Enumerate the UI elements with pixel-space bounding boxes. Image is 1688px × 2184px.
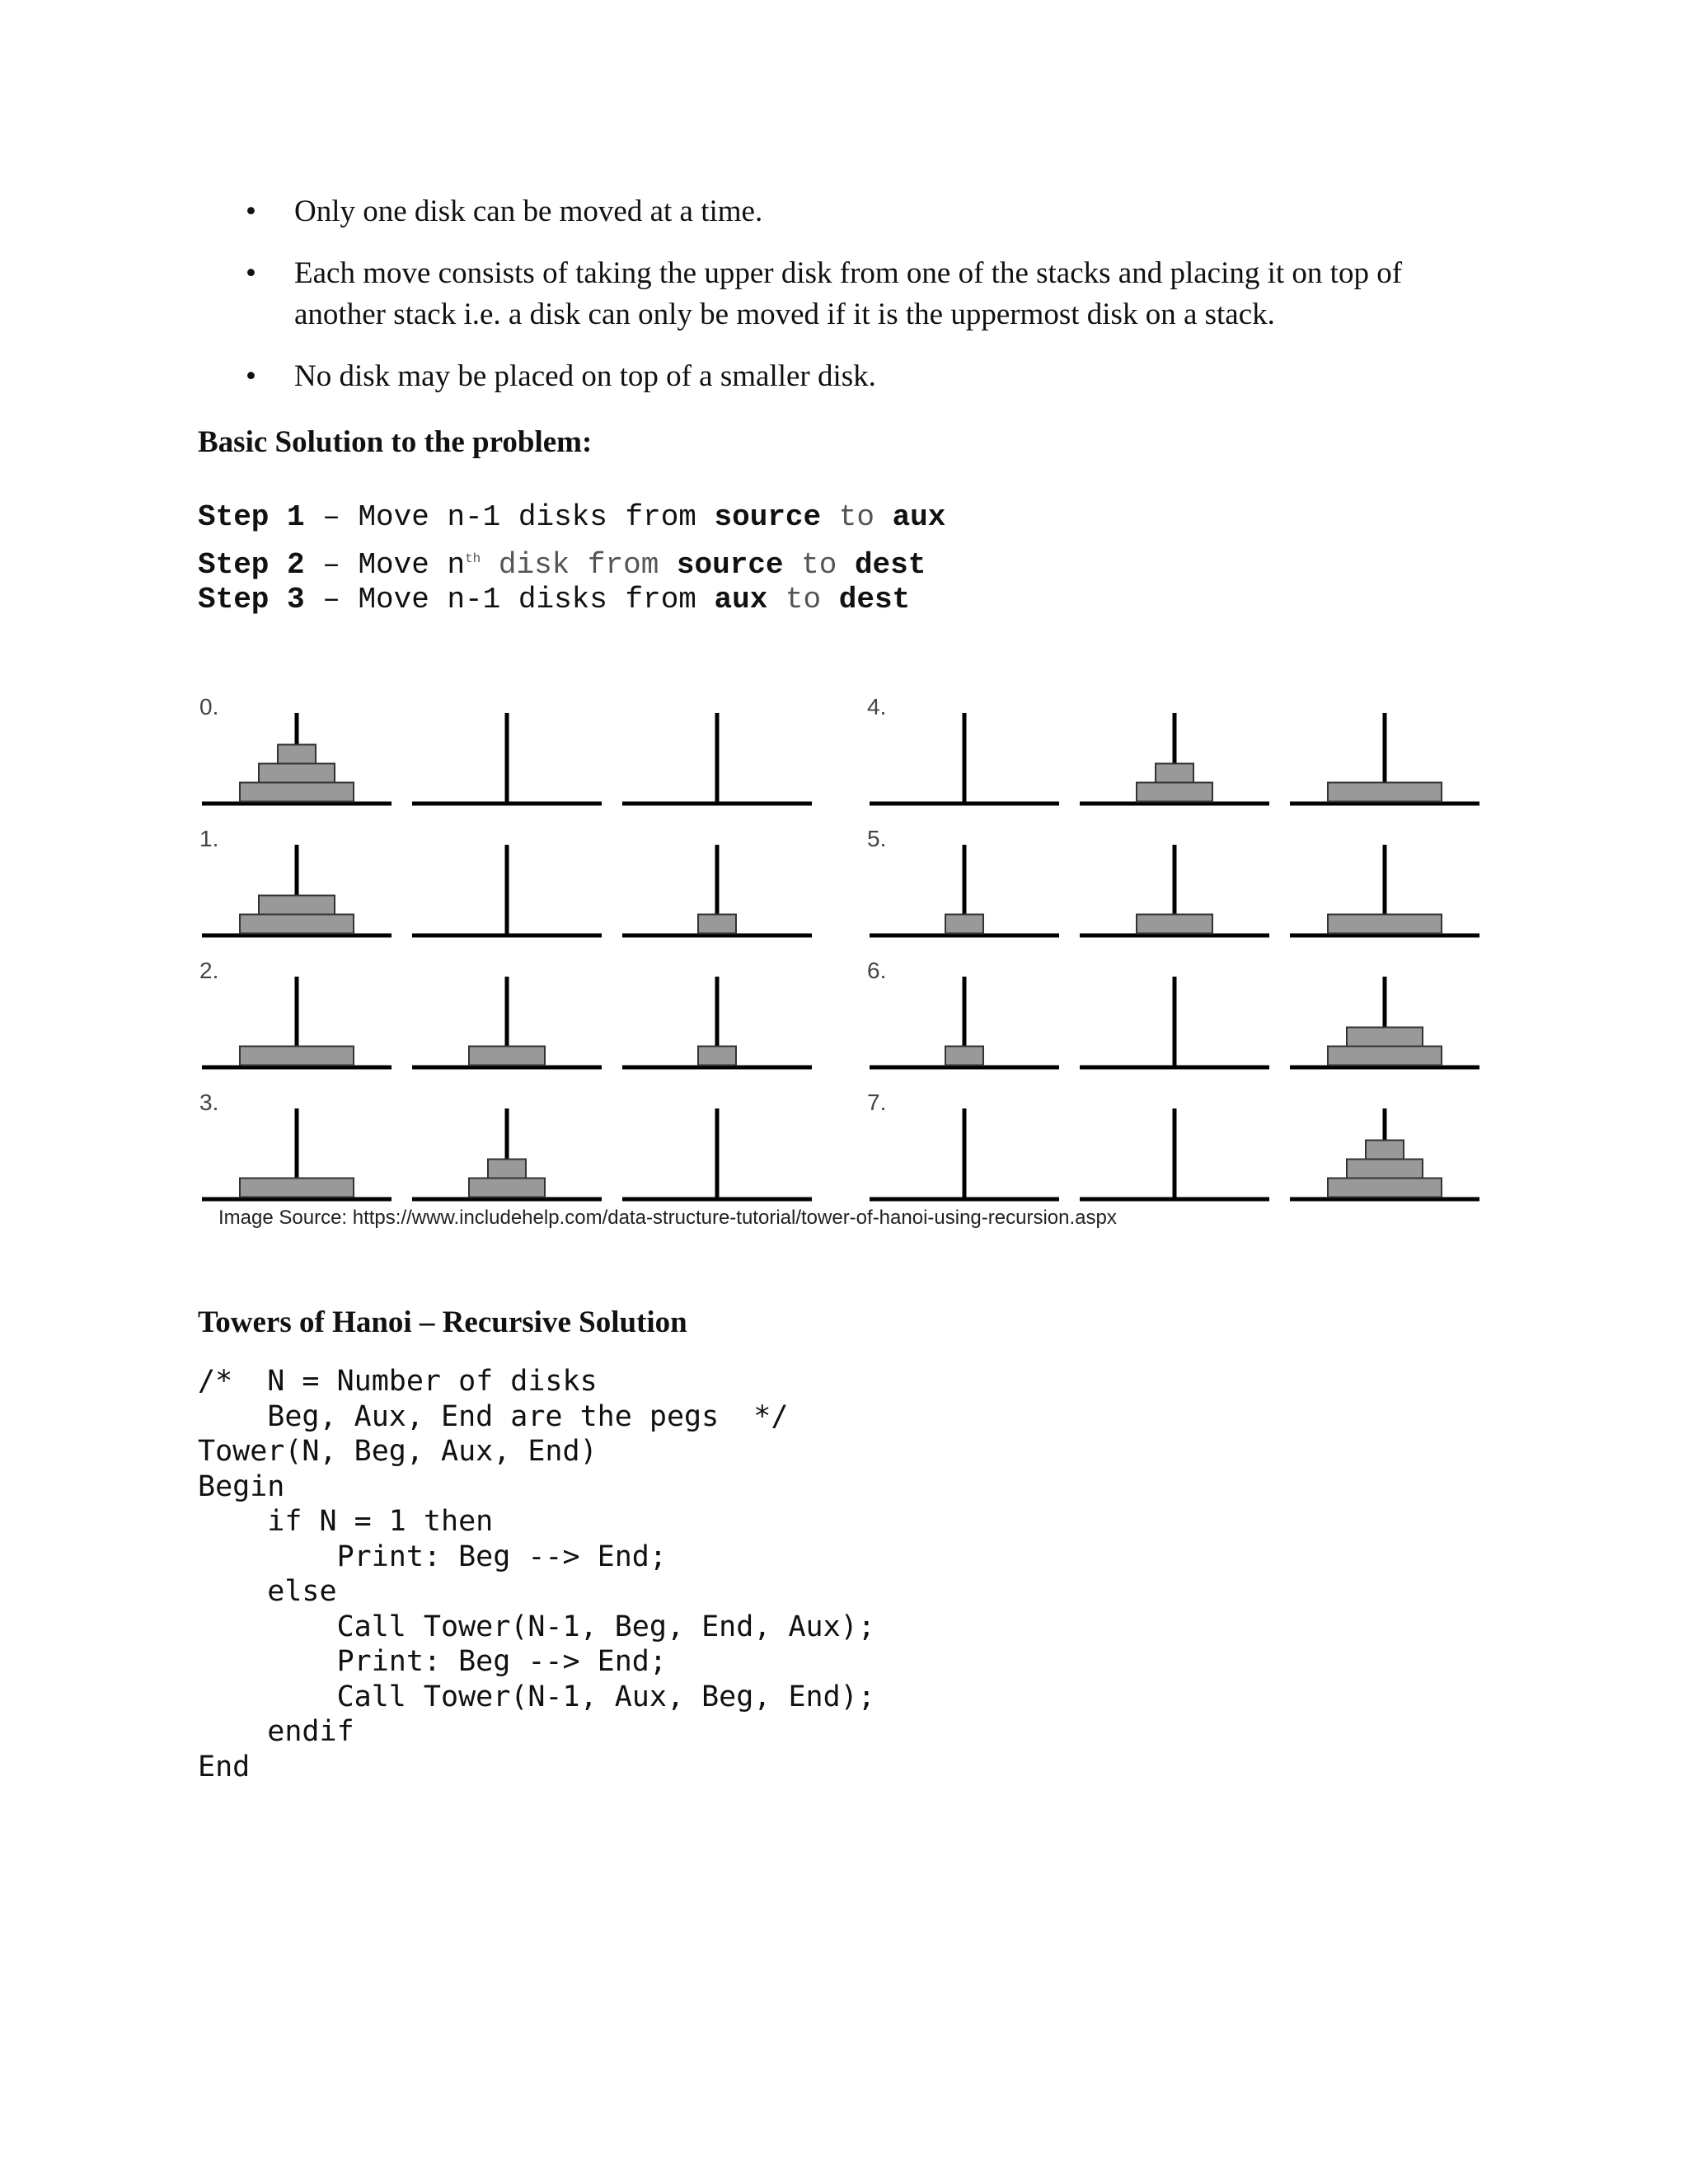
disk <box>1366 1141 1404 1160</box>
disk <box>698 915 736 934</box>
code-line: End <box>198 1750 251 1783</box>
step-dash: – <box>304 583 359 616</box>
disk <box>1137 915 1212 934</box>
step-destination: dest <box>838 583 911 616</box>
rule-item <box>198 253 1484 335</box>
state-label: 7. <box>867 1090 887 1115</box>
disk <box>240 915 354 934</box>
step-line <box>198 579 945 621</box>
code-line: else <box>198 1575 337 1608</box>
disk <box>1347 1160 1423 1179</box>
disk <box>240 783 354 802</box>
code-line: /* N = Number of disks <box>198 1365 598 1398</box>
step-source: source <box>676 548 784 582</box>
step-line <box>198 538 945 582</box>
step-to: to <box>821 500 893 534</box>
disk <box>240 1179 354 1197</box>
rule-item <box>198 191 1484 232</box>
step-source: aux <box>714 583 768 616</box>
code-line: Print: Beg --> End; <box>198 1540 667 1573</box>
code-line: Begin <box>198 1469 285 1503</box>
state-label: 3. <box>199 1090 219 1115</box>
step-label: Step 3 <box>198 583 305 616</box>
basic-solution-heading: Basic Solution to the problem: <box>198 425 593 459</box>
code-line: Call Tower(N-1, Aux, Beg, End); <box>198 1680 875 1713</box>
step-verb: Move n-1 disks from <box>358 583 715 616</box>
step-dash: – <box>304 548 359 582</box>
recursive-solution-heading: Towers of Hanoi – Recursive Solution <box>198 1305 687 1339</box>
step-source: source <box>714 500 822 534</box>
state-label: 1. <box>199 826 219 851</box>
rule-text: No disk may be placed on top of a smaller disk. <box>294 359 876 393</box>
disk <box>469 1047 545 1066</box>
state-label: 4. <box>867 694 887 719</box>
disk <box>1137 783 1212 802</box>
disk <box>259 896 335 915</box>
disk <box>469 1179 545 1197</box>
disk <box>240 1047 354 1066</box>
step-line <box>198 497 945 538</box>
step-destination: aux <box>892 500 946 534</box>
disk <box>1347 1028 1423 1047</box>
code-line: Tower(N, Beg, Aux, End) <box>198 1435 598 1468</box>
disk <box>259 764 335 783</box>
step-superscript: th <box>465 551 481 566</box>
disk <box>1328 783 1442 802</box>
state-label: 5. <box>867 826 887 851</box>
pseudocode-block <box>198 1364 875 1784</box>
step-label: Step 2 <box>198 548 305 582</box>
bullet-icon: • <box>246 256 256 290</box>
bullet-icon: • <box>246 359 256 393</box>
hanoi-diagram <box>190 684 1508 1212</box>
disk <box>1156 764 1193 783</box>
disk <box>278 745 316 764</box>
code-line: Print: Beg --> End; <box>198 1645 667 1678</box>
disk <box>698 1047 736 1066</box>
state-label: 0. <box>199 694 219 719</box>
step-dash: – <box>304 500 359 534</box>
step-verb: Move n <box>358 548 466 582</box>
state-label: 6. <box>867 958 887 983</box>
code-line: if N = 1 then <box>198 1505 494 1538</box>
steps-block <box>198 497 945 621</box>
disk <box>1328 1179 1442 1197</box>
step-middle: disk from <box>481 548 677 582</box>
code-line: endif <box>198 1715 354 1748</box>
step-label: Step 1 <box>198 500 305 534</box>
disk <box>1328 915 1442 934</box>
bullet-icon: • <box>246 194 256 228</box>
code-line: Call Tower(N-1, Beg, End, Aux); <box>198 1610 875 1643</box>
disk <box>945 915 983 934</box>
rule-item <box>198 356 1484 397</box>
disk <box>488 1160 526 1179</box>
step-destination: dest <box>854 548 926 582</box>
code-line: Beg, Aux, End are the pegs */ <box>198 1399 789 1433</box>
rules-list <box>198 191 1484 418</box>
step-to: to <box>767 583 839 616</box>
step-to: to <box>783 548 855 582</box>
rule-text: Each move consists of taking the upper disk from one of the stacks and placing it on top of another stack i.e. a disk can only be moved if it is the uppermost disk on a stack. <box>294 256 1403 331</box>
disk <box>945 1047 983 1066</box>
rule-text: Only one disk can be moved at a time. <box>294 194 763 228</box>
state-label: 2. <box>199 958 219 983</box>
step-verb: Move n-1 disks from <box>358 500 715 534</box>
disk <box>1328 1047 1442 1066</box>
image-source-caption: Image Source: https://www.includehelp.com/data-structure-tutorial/tower-of-hanoi-using-recursion.aspx <box>218 1207 1117 1229</box>
